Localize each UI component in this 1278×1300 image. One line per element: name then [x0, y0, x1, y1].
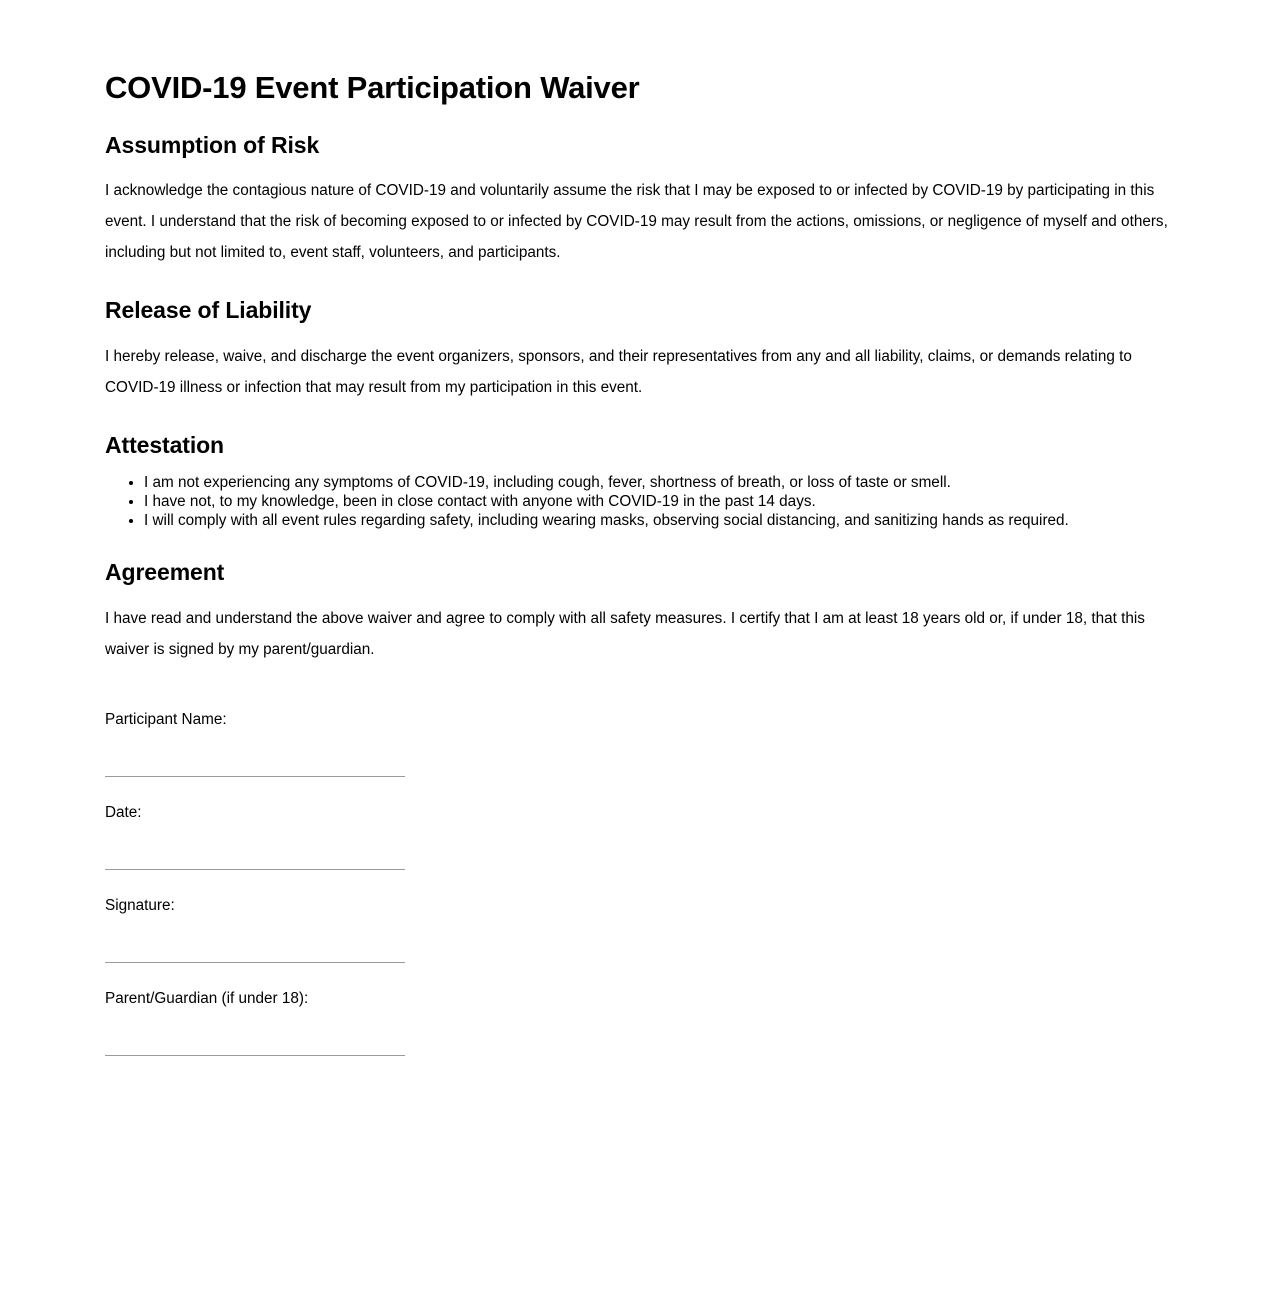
signature-block: [105, 710, 1170, 1056]
signature-field-parent-guardian: [105, 989, 1170, 1056]
section-heading-attestation: Attestation: [105, 431, 225, 458]
date-line[interactable]: [105, 869, 405, 870]
parent-guardian-label: Parent/Guardian (if under 18):: [105, 990, 309, 1008]
participant-name-line[interactable]: [105, 776, 405, 777]
signature-field-signature: [105, 896, 1170, 963]
list-item: • I have not, to my knowledge, been in close contact with anyone with COVID-19 in the past 14 days.: [144, 492, 1170, 511]
signature-label: Signature:: [105, 897, 175, 915]
section-heading-assumption-of-risk: Assumption of Risk: [105, 131, 320, 158]
signature-line[interactable]: [105, 962, 405, 963]
parent-guardian-line[interactable]: [105, 1055, 405, 1056]
participant-name-label: Participant Name:: [105, 711, 227, 729]
signature-field-participant-name: [105, 710, 1170, 777]
page-title: COVID-19 Event Participation Waiver: [105, 70, 640, 105]
signature-field-date: [105, 803, 1170, 870]
list-item: • I will comply with all event rules regarding safety, including wearing masks, observing social distancing, and sanitizing hands as required.: [144, 511, 1170, 530]
section-heading-agreement: Agreement: [105, 559, 225, 586]
list-item: • I am not experiencing any symptoms of COVID-19, including cough, fever, shortness of breath, or loss of taste or smell.: [144, 473, 1170, 492]
attestation-list: [105, 473, 1170, 530]
date-label: Date:: [105, 804, 142, 822]
section-heading-release-of-liability: Release of Liability: [105, 297, 312, 324]
section-text-agreement: I have read and understand the above waiver and agree to comply with all safety measures. I certify that I am at least 18 years old or, if under 18, that this waiver is signed by my parent/guardian.: [105, 610, 1145, 659]
section-text-assumption-of-risk: I acknowledge the contagious nature of COVID-19 and voluntarily assume the risk that I may be exposed to or infected by COVID-19 by participating in this event. I understand that the risk of becoming exposed to or infected by COVID-19 may result from the actions, omissions, or negligence of myself and others, including but not limited to, event staff, volunteers, and participants.: [105, 182, 1168, 262]
section-text-release-of-liability: I hereby release, waive, and discharge the event organizers, sponsors, and their representatives from any and all liability, claims, or demands relating to COVID-19 illness or infection that may result from my participation in this event.: [105, 347, 1132, 396]
